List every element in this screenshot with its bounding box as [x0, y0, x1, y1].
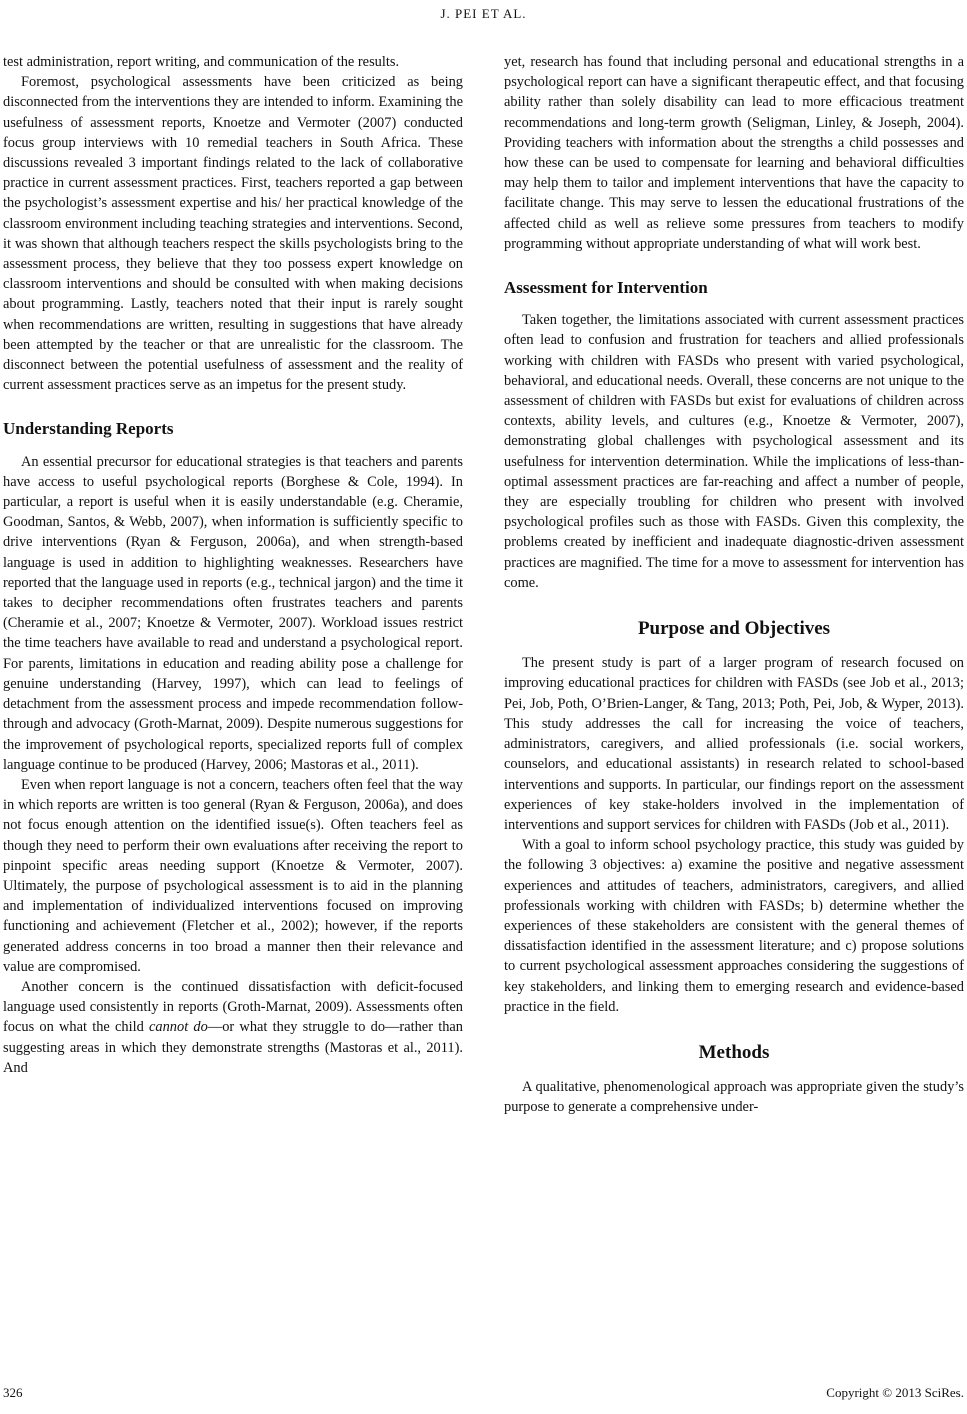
copyright-notice: Copyright © 2013 SciRes. — [826, 1385, 964, 1400]
section-heading-methods: Methods — [698, 1041, 770, 1063]
right-column — [504, 52, 964, 1118]
paragraph: A qualitative, phenomenological approach was appropriate given the study’s purpose to generate a comprehensive under- — [504, 1079, 964, 1116]
running-head: J. PEI ET AL. — [440, 6, 527, 21]
text-run: Another concern is the continued dissatisfaction with deficit-focused language used consistently in reports (Groth-Marnat, 2009). Assessments often focus on what the child — [3, 978, 463, 1036]
paragraph: Even when report language is not a concern, teachers often feel that the way in which reports are written is too general (Ryan & Ferguson, 2006a), and does not focus enough attention on the identified issue(s). Often teachers feel as though they need to perform their own evaluations after receiving the report to pinpoint specific areas needing support (Knoetze & Vermoter, 2007). Ultimately, the purpose of psychological assessment is to aid in the planning and implementation of individualized interventions focused on improving functioning and achievement (Fletcher et al., 2002); however, if the reports generated address concerns in too broad a manner then their relevance and value are compromised. — [3, 776, 463, 975]
paragraph: Foremost, psychological assessments have been criticized as being disconnected from the interventions they are intended to inform. Examining the usefulness of assessment reports, Knoetze and Vermoter (2007) conducted focus group interviews with 10 remedial teachers in South Africa. These discussions revealed 3 important findings related to the lack of collaborative practice in current assessment practices. First, teachers reported a gap between the psychologist’s assessment expertise and his/ her practical knowledge of the classroom environment including teaching strategies and interventions. Second, it was shown that although teachers respect the skills psychologists bring to the assessment process, they believe that they too possess expert knowledge on classroom interventions and should be consulted with when making decisions about programming. Lastly, teachers noted that their input is rarely sought when recommendations are written, resulting in suggestions that have already been attempted by the teacher or that are unrealistic for the classroom. The disconnect between the potential usefulness of assessment and the reality of current assessment practices serve as an impetus for the present study. — [3, 74, 463, 394]
paragraph — [3, 977, 463, 1078]
paragraph: yet, research has found that including personal and educational strengths in a psychological report can have a significant therapeutic effect, and that focusing ability rather than solely disability can lead to more efficacious treatment recommendations and long-term growth (Seligman, Linley, & Joseph, 2004). Providing teachers with information about the strengths a child possesses and how these can be used to compensate for learning and behavioral difficulties may help them to tailor and implement interventions that have the capacity to facilitate change. This may serve to lessen the educational frustrations of the affected child as well as relieve some pressures from teachers to modify programming without appropriate understanding of what will work best. — [504, 54, 964, 252]
paragraph: The present study is part of a larger program of research focused on improving educational practices for children with FASDs (see Job et al., 2013; Pei, Job, Poth, O’Brien-Langer, & Tang, 2013; Poth, Pei, Job, & Wyper, 2013). This study addresses the call for increasing the voice of teachers, administrators, caregivers, and allied professionals (i.e. social workers, counselors, and educational assistants) in research related to school-based interventions and supports. In particular, our findings report on the assessment experiences of key stake-holders involved in the implementation of interventions and support services for children with FASDs (Job et al., 2011). — [504, 655, 964, 833]
paragraph: test administration, report writing, and communication of the results. — [3, 54, 400, 70]
paragraph: With a goal to inform school psychology practice, this study was guided by the following 3 objectives: a) examine the positive and negative assessment experiences and attitudes of teachers, administrators, caregivers, and allied professionals working with children with FASDs; b) determine whether the experiences of these stakeholders are consistent with the general themes of dissatisfaction identified in the assessment literature; and c) propose solutions to current psychological assessment approaches considering the suggestions of key stakeholders, and linking them to emerging research and evidence-based practice in the field. — [504, 837, 964, 1015]
paragraph: An essential precursor for educational strategies is that teachers and parents have access to useful psychological reports (Borghese & Cole, 1994). In particular, a report is useful when it is easily understandable (e.g. Cheramie, Goodman, Santos, & Webb, 2007), when information is sufficiently specific to drive interventions (Ryan & Ferguson, 2006a), and when strength-based language is used in addition to highlighting weaknesses. Researchers have reported that the language used in reports (e.g., technical jargon) and the time it takes to decipher recommendations often frustrates teachers and parents (Cheramie et al., 2007; Knoetze & Vermoter, 2007). Workload issues restrict the time teachers have available to read and understand a psychological report. For parents, limitations in education and reading ability pose a challenge for genuine understanding (Harvey, 1997), which can lead to feelings of detachment from the assessment process and impede recommendation follow-through and advocacy (Groth-Marnat, 2009). Despite numerous suggestions for the improvement of psychological reports, specialized reports full of complex language continue to be produced (Harvey, 2006; Mastoras et al., 2011). — [3, 453, 463, 773]
section-heading-purpose-and-objectives: Purpose and Objectives — [637, 618, 831, 640]
emphasis: cannot do — [149, 1019, 208, 1036]
section-heading-assessment-for-intervention: Assessment for Intervention — [504, 278, 708, 298]
paragraph: Taken together, the limitations associated with current assessment practices often lead to confusion and frustration for teachers and allied professionals working with children with FASDs who present with varied psychological, behavioral, and educational needs. Overall, these concerns are not unique to the assessment of children with FASDs but exist for evaluations of children across contexts, ability levels, and cultures (e.g., Knoetze & Vermoter, 2007), demonstrating global challenges with psychological assessment and its usefulness for intervention determination. While the implications of less-than-optimal assessment practices are far-reaching and affect a number of people, they are especially troubling for children who present with involved psychological profiles such as those with FASDs. Given this complexity, the problems created by inefficient and inadequate diagnostic-driven assessment practices are magnified. The time for a move to assessment for intervention has come. — [504, 312, 964, 591]
section-heading-understanding-reports: Understanding Reports — [3, 419, 174, 439]
text-run: —or what they struggle to do—rather than suggesting areas in which they demonstrate strengths (Mastoras et al., 2011). And — [3, 1019, 463, 1076]
left-column — [3, 52, 463, 1078]
page-number: 326 — [3, 1385, 23, 1400]
